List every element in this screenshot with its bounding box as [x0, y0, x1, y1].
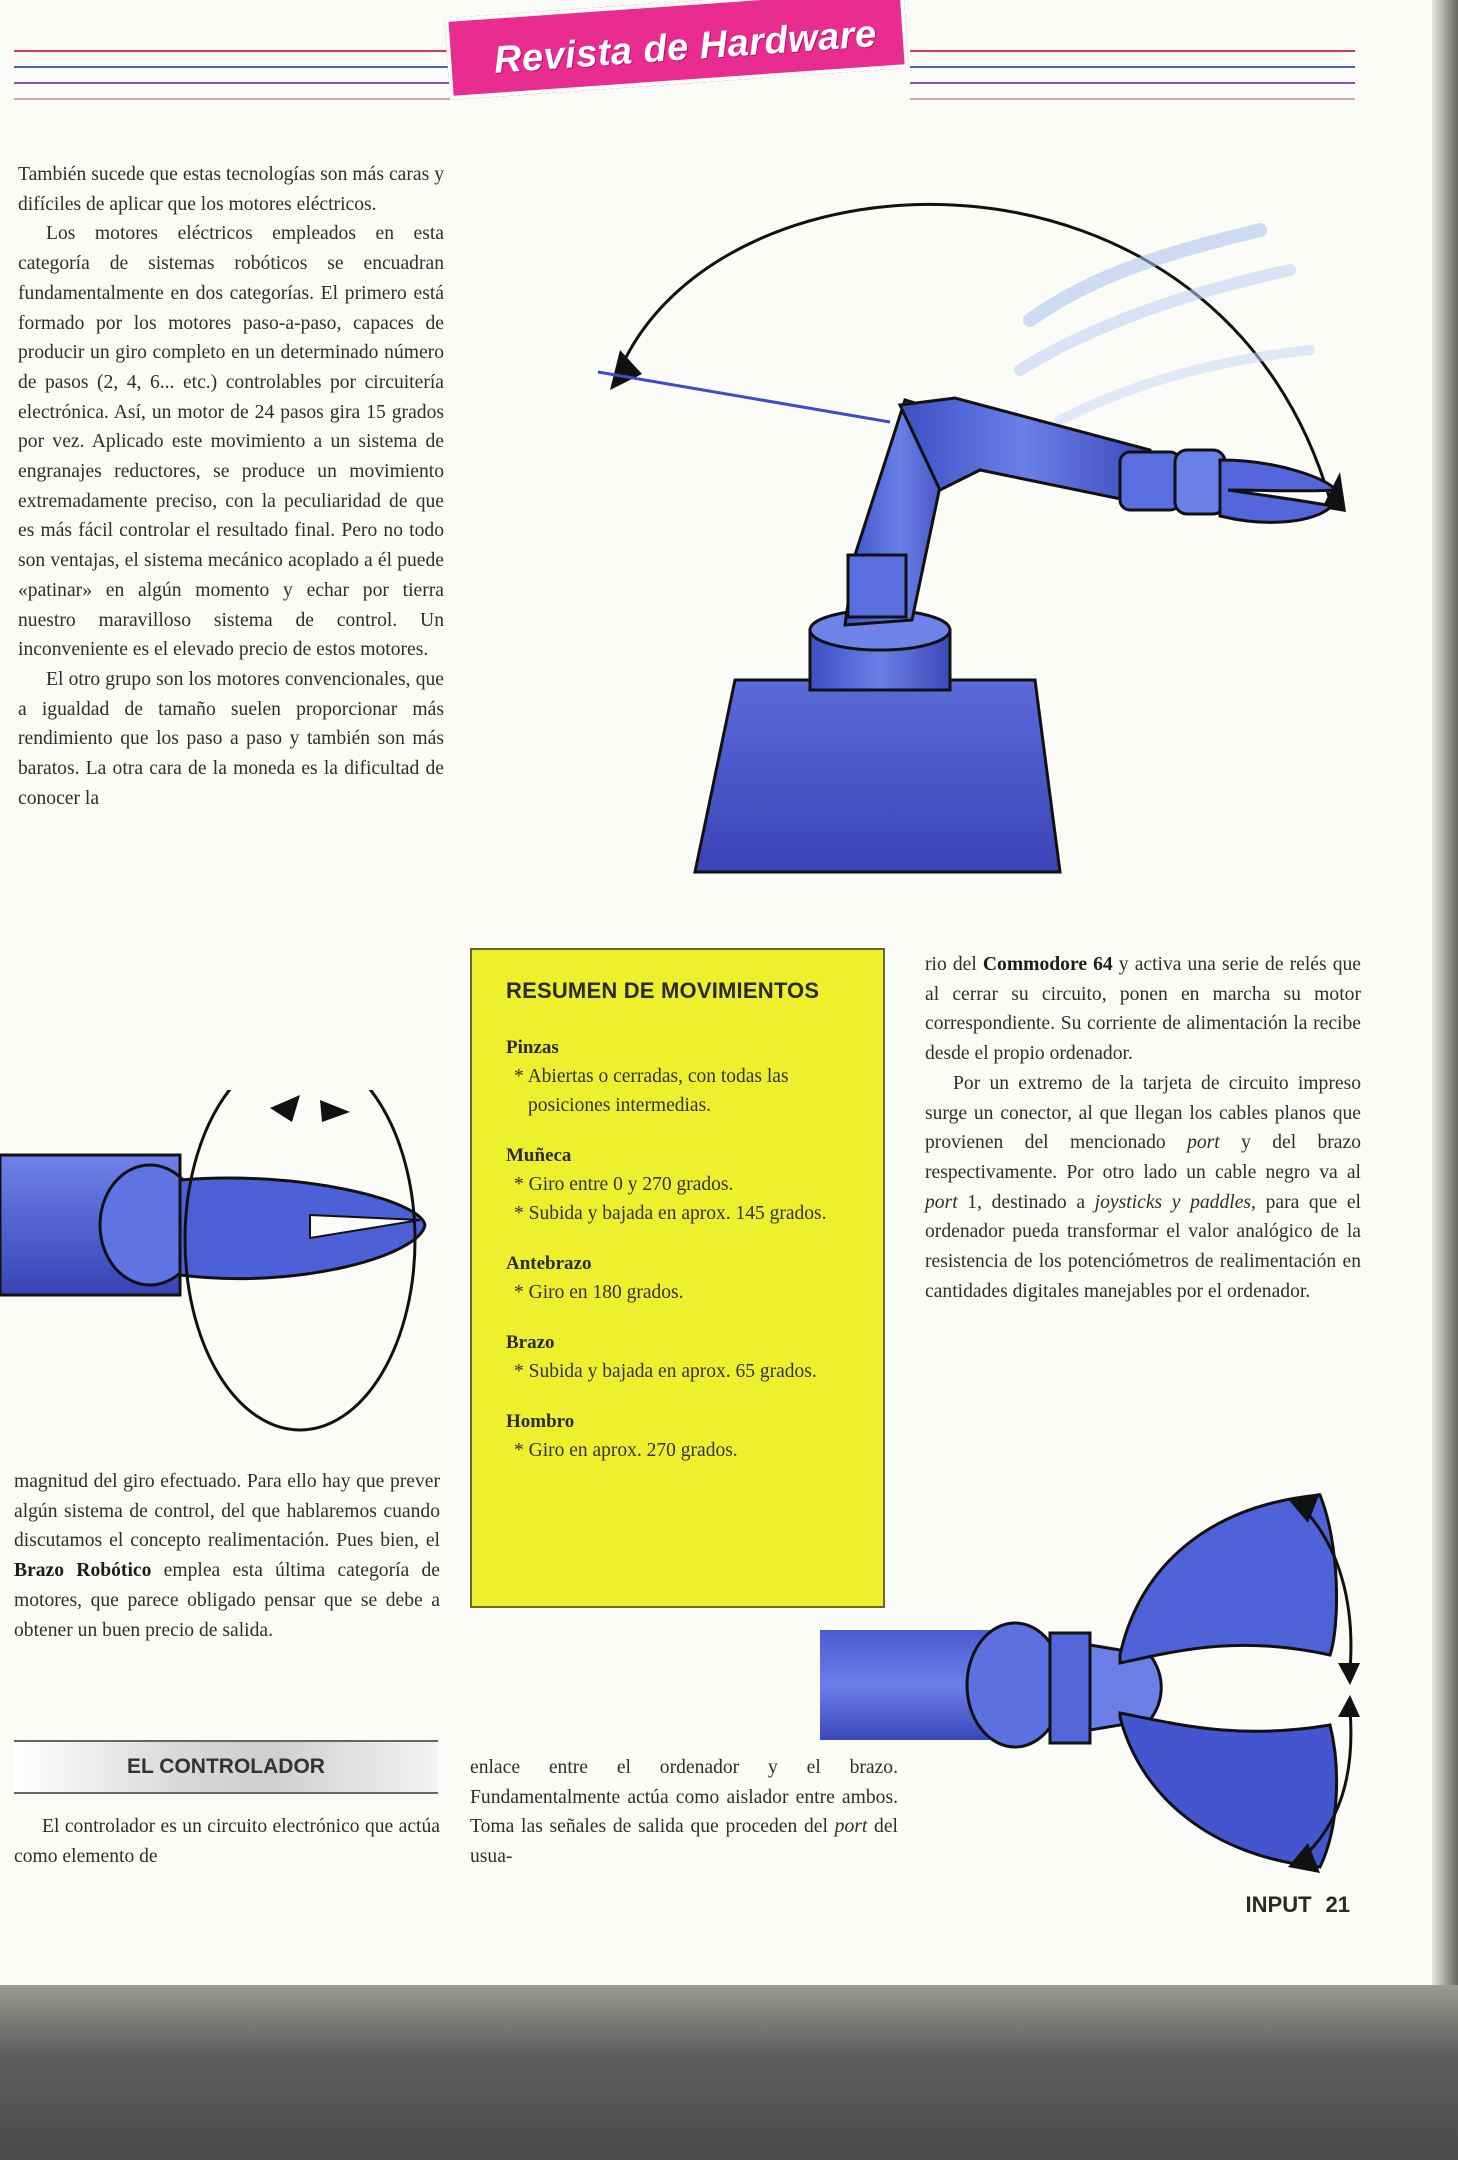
header-rule-1: [14, 50, 454, 52]
paragraph: El otro grupo son los motores convencionales, que a igualdad de tamaño suelen proporcionar más rendimiento que los paso a paso y también son más baratos. La otra cara de la moneda es la dificultad de conocer la: [18, 668, 444, 809]
paragraph: El controlador es un circuito electrónico que actúa como elemento de: [14, 1816, 440, 1867]
box-group-heading: Antebrazo: [506, 1253, 592, 1274]
ring-arrow-right: [320, 1100, 350, 1122]
gripper-jaw-lower: [1120, 1713, 1337, 1867]
box-item: * Abiertas o cerradas, con todas las posiciones intermedias.: [506, 1062, 859, 1120]
column-left-end: [14, 1812, 440, 1871]
box-group-heading: Muñeca: [506, 1145, 572, 1166]
paragraph: Por un extremo de la tarjeta de circuito impreso surge un conector, al que llegan los cables planos que provienen del mencionado port y del brazo respectivamente. Por otro lado un cable negro va al port 1, destinado a joysticks y paddles, para que el ordenador pueda transformar el valor analógico de la resistencia de los potenciómetros de realimentación en cantidades digitales manejables por el ordenador.: [925, 1072, 1361, 1302]
page-footer: [1150, 1892, 1350, 1926]
gripper-arrow-mid-up: [1338, 1663, 1360, 1685]
column-left-top: [18, 160, 444, 813]
box-group-hombro: [506, 1408, 859, 1465]
wrist-claw: [180, 1178, 425, 1279]
scan-background: [0, 1985, 1458, 2160]
header-rule-5: [910, 50, 1355, 52]
header-rule-4: [14, 98, 454, 100]
ring-arrow-left: [270, 1095, 300, 1122]
gripper-arm: [820, 1630, 990, 1740]
paragraph: magnitud del giro efectuado. Para ello hay que prever algún sistema de control, del que hablaremos cuando discutamos el concepto realimentación. Pues bien, el Brazo Robótico emplea esta última categoría de motores, que parece obligado pensar que se debe a obtener un buen precio de salida.: [14, 1471, 440, 1641]
box-item: * Giro en aprox. 270 grados.: [506, 1436, 859, 1465]
magazine-name: INPUT: [1245, 1892, 1312, 1917]
wrist-rotation-illustration: [0, 1090, 440, 1440]
robot-wrist: [1120, 452, 1180, 510]
box-item: * Giro entre 0 y 270 grados.: [506, 1170, 859, 1199]
header-rule-2: [14, 66, 454, 68]
box-group-brazo: [506, 1329, 859, 1386]
pointer-line: [598, 372, 890, 422]
page-edge-shadow: [1432, 0, 1458, 2160]
paragraph: También sucede que estas tecnologías son más caras y difíciles de aplicar que los motores eléctricos.: [18, 164, 444, 215]
robot-arm-illustration: [560, 160, 1350, 890]
header-rule-7: [910, 82, 1355, 84]
paragraph: Los motores eléctricos empleados en esta categoría de sistemas robóticos se encuadran fundamentalmente en dos categorías. El primero está formado por los motores paso-a-paso, capaces de producir un giro completo en un determinado número de pasos (2, 4, 6... etc.) controlables por circuitería electrónica. Así, un motor de 24 pasos gira 15 grados por vez. Aplicado este movimiento a un sistema de engranajes reductores, se produce un movimiento extremadamente preciso, con la peculiaridad de que es más fácil controlar el resultado final. Pero no todo son ventajas, el sistema mecánico acoplado a él puede «patinar» en algún momento y echar por tierra nuestro maravilloso sistema de control. Un inconveniente es el elevado precio de estos motores.: [18, 223, 444, 661]
header-rule-8: [910, 98, 1355, 100]
gripper-jaw-upper: [1120, 1495, 1337, 1663]
box-title: RESUMEN DE MOVIMIENTOS: [506, 978, 820, 1003]
box-group-heading: Pinzas: [506, 1037, 559, 1058]
robot-gripper: [1220, 460, 1335, 522]
page-number: 21: [1325, 1892, 1350, 1917]
paragraph: enlace entre el ordenador y el brazo. Fundamentalmente actúa como aislador entre ambos. Toma las señales de salida que proceden del port del usua-: [470, 1757, 898, 1868]
box-group-antebrazo: [506, 1250, 859, 1307]
gripper-ring: [1050, 1633, 1090, 1743]
gripper-arrow-mid-down: [1338, 1695, 1360, 1717]
header-rule-6: [910, 66, 1355, 68]
gripper-illustration: [820, 1485, 1360, 1875]
header-rule-3: [14, 82, 454, 84]
masthead-title: Revista de Hardware: [492, 13, 878, 82]
box-item: * Subida y bajada en aprox. 65 grados.: [506, 1357, 859, 1386]
box-group-muneca: [506, 1142, 859, 1228]
column-left-bottom: [14, 1467, 440, 1645]
box-group-pinzas: [506, 1034, 859, 1120]
section-heading: EL CONTROLADOR: [14, 1740, 438, 1794]
column-right: [925, 950, 1361, 1306]
box-group-heading: Brazo: [506, 1332, 555, 1353]
box-item: * Giro en 180 grados.: [506, 1278, 859, 1307]
robot-wrist-ring: [1175, 450, 1225, 514]
motion-streaks: [1020, 230, 1310, 420]
paragraph: rio del Commodore 64 y activa una serie de relés que al cerrar su circuito, ponen en marcha su motor correspondiente. Su corriente de alimentación la recibe desde el propio ordenador.: [925, 954, 1361, 1065]
box-item: * Subida y bajada en aprox. 145 grados.: [506, 1199, 859, 1228]
box-group-heading: Hombro: [506, 1411, 575, 1432]
robot-elbow-joint: [848, 555, 906, 617]
robot-base: [695, 680, 1060, 872]
